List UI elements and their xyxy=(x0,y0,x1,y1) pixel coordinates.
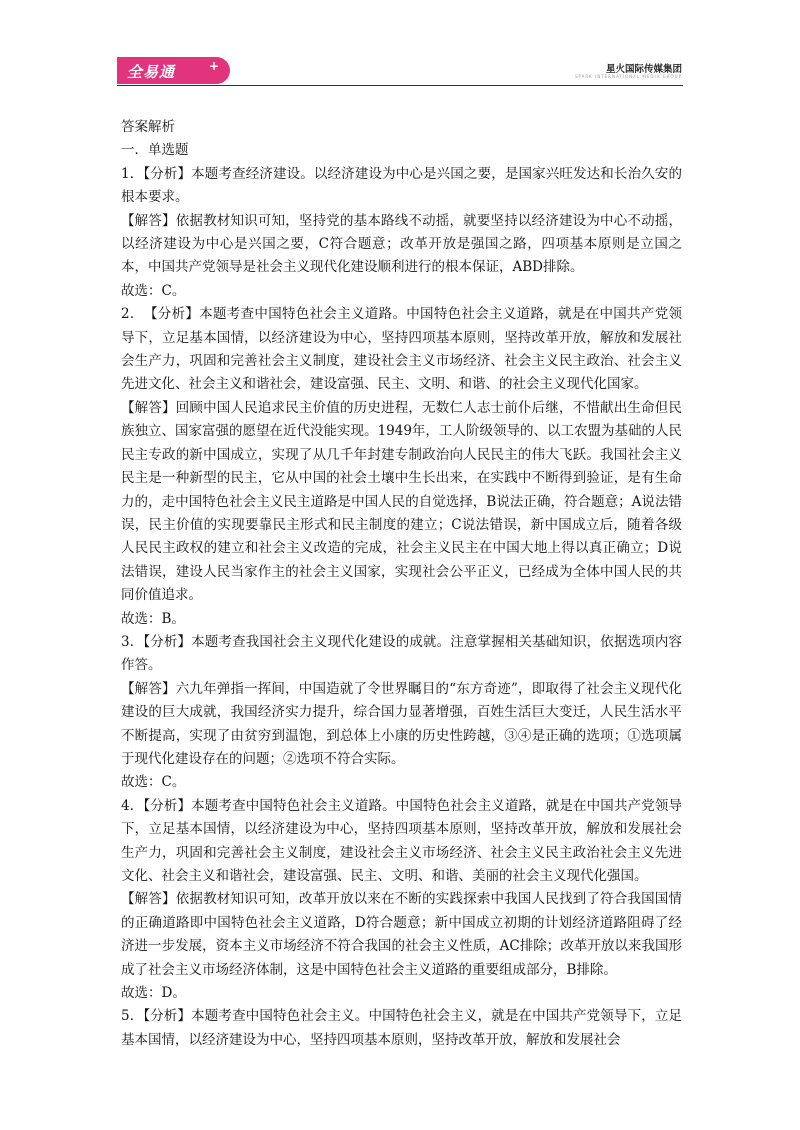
brand-logo-text: 全易通 xyxy=(127,63,176,81)
q4-answer: 故选：D。 xyxy=(121,985,186,1002)
q3-analysis: 3．【分析】本题考查我国社会主义现代化建设的成就。注意掌握相关基础知识，依据选项内容作答。 xyxy=(121,633,682,674)
company-name: 星火国际传媒集团 xyxy=(605,64,682,75)
brand-logo-plus: + xyxy=(209,59,220,73)
q4-solution: 【解答】依据教材知识可知，改革开放以来在不断的实践探索中我国人民找到了符合我国国情的正确道路即中国特色社会主义道路，D符合题意；新中国成立初期的计划经济道路阻碍了经济进一步发展，资本主义市场经济不符合我国的社会主义性质，AC排除；改革开放以来我国形成了社会主义市场经济体制，这是中国特色社会主义道路的重要组成部分，B排除。 xyxy=(121,891,682,978)
section-heading: 一．单选题 xyxy=(121,142,189,159)
q1-answer: 故选：C。 xyxy=(121,282,186,299)
doc-title: 答案解析 xyxy=(121,119,175,135)
company-subtitle: SPARK INTERNATIONAL MEDIA GROUP xyxy=(574,74,682,79)
q1-analysis: 1．【分析】本题考查经济建设。以经济建设为中心是兴国之要，是国家兴旺发达和长治久安的根本要求。 xyxy=(121,165,682,206)
q4-analysis: 4．【分析】本题考查中国特色社会主义道路。中国特色社会主义道路，就是在中国共产党领导下，立足基本国情，以经济建设为中心，坚持四项基本原则，坚持改革开放，解放和发展社会生产力，巩固和完善社会主义制度，建设社会主义市场经济、社会主义民主政治社会主义先进文化、社会主义和谐社会，建设富强、民主、文明、和谐、美丽的社会主义现代化强国。 xyxy=(121,797,682,884)
q2-analysis: 2． 【分析】本题考查中国特色社会主义道路。中国特色社会主义道路，就是在中国共产党领导下，立足基本国情，以经济建设为中心，坚持四项基本原则，坚持改革开放，解放和发展社会生产力，巩固和完善社会主义制度，建设社会主义市场经济、社会主义民主政治、社会主义先进文化、社会主义和谐社会，建设富强、民主、文明、和谐、的社会主义现代化国家。 xyxy=(121,306,682,393)
q5-analysis: 5．【分析】本题考查中国特色社会主义。中国特色社会主义，就是在中国共产党领导下，立足基本国情，以经济建设为中心，坚持四项基本原则，坚持改革开放，解放和发展社会 xyxy=(121,1008,682,1048)
page-header xyxy=(0,0,800,90)
q1-solution: 【解答】依据教材知识可知，坚持党的基本路线不动摇，就要坚持以经济建设为中心不动摇，以经济建设为中心是兴国之要，C符合题意；改革开放是强国之路，四项基本原则是立国之本，中国共产党领导是社会主义现代化建设顺利进行的根本保证，ABD排除。 xyxy=(121,212,682,276)
q2-answer: 故选：B。 xyxy=(121,610,185,627)
q3-solution: 【解答】六九年弹指一挥间，中国造就了令世界瞩目的“东方奇迹”，即取得了社会主义现代化建设的巨大成就，我国经济实力提升，综合国力显著增强，百姓生活巨大变迁，人民生活水平不断提高，实现了由贫穷到温饱，到总体上小康的历史性跨越，③④是正确的选项；①选项属于现代化建设存在的问题；②选项不符合实际。 xyxy=(121,680,682,767)
document-body xyxy=(121,116,682,1052)
q3-answer: 故选：C。 xyxy=(121,774,186,791)
header-divider xyxy=(117,85,683,86)
q2-solution: 【解答】回顾中国人民追求民主价值的历史进程，无数仁人志士前仆后继，不惜献出生命但民族独立、国家富强的愿望在近代没能实现。1949年，工人阶级领导的、以工农盟为基础的人民民主专政的新中国成立，实现了从几千年封建专制政治向人民民主的伟大飞跃。我国社会主义民主是一种新型的民主，它从中国的社会土壤中生长出来，在实践中不断得到验证，是有生命力的，走中国特色社会主义民主道路是中国人民的自觉选择，B说法正确，符合题意；A说法错误，民主价值的实现要靠民主形式和民主制度的建立；C说法错误，新中国成立后，随着各级人民民主政权的建立和社会主义改造的完成，社会主义民主在中国大地上得以真正确立；D说法错误，建设人民当家作主的社会主义国家，实现社会公平正义，已经成为全体中国人民的共同价值追求。 xyxy=(121,399,682,604)
brand-logo xyxy=(117,57,230,84)
